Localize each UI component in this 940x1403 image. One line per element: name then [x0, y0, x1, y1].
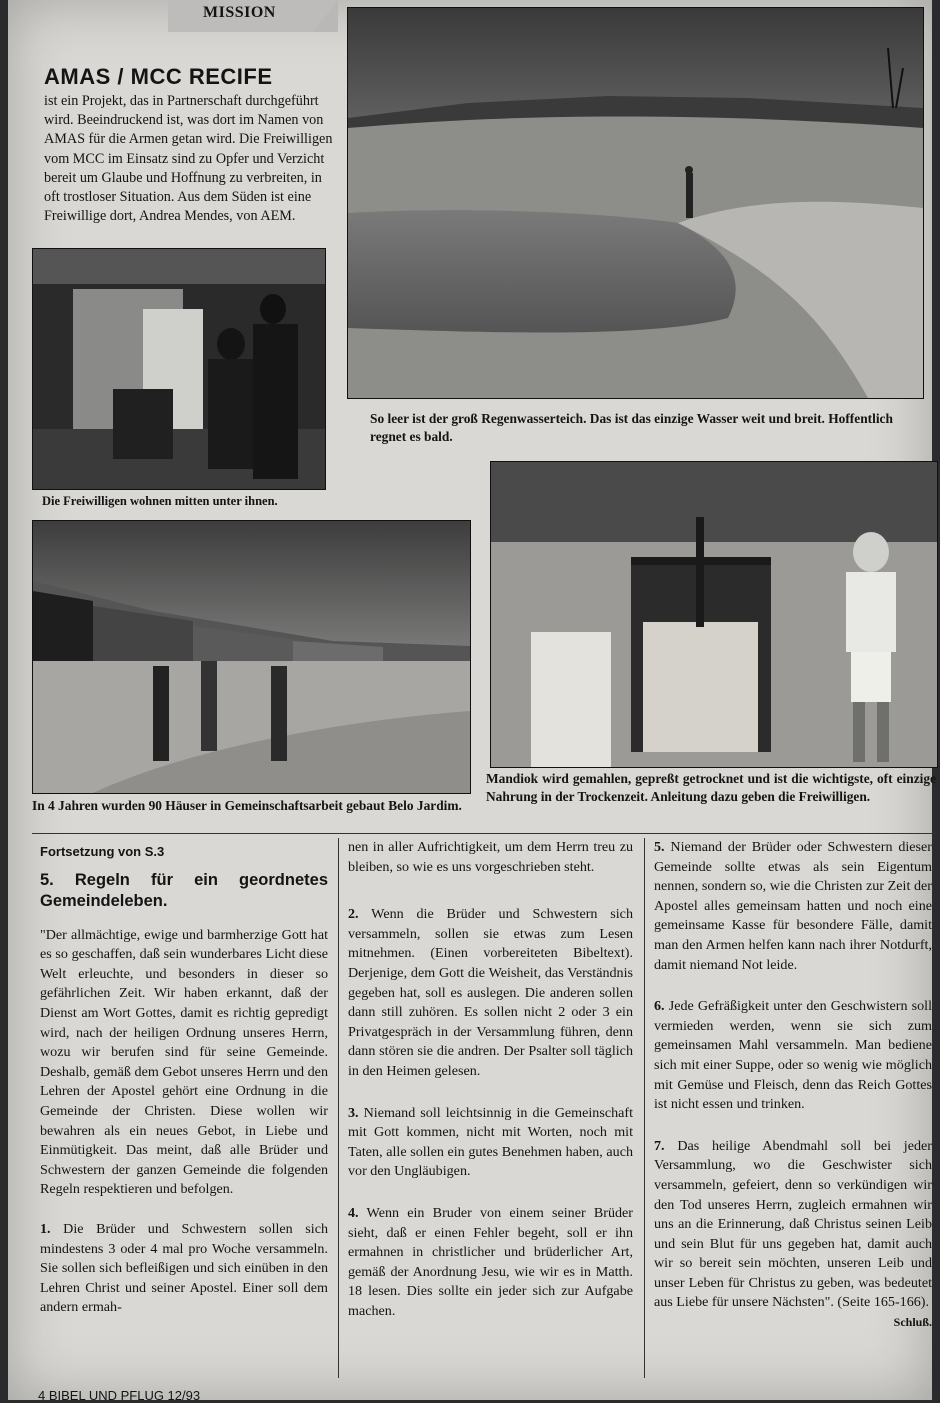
rule-text: Wenn ein Bruder von einem seiner Brüder sieht, daß er einen Fehler begeht, soll er ihn ermahnen in christlicher und brüderlicher Art, gemäß der Anordnung Jesu, wie wir es in Matth. 18 lesen. Dies sollte ein jeder sich zur Aufgabe machen.: [348, 1204, 633, 1319]
rule-text: Niemand soll leichtsinnig in die Gemeinschaft mit Gott kommen, nicht mit Worten, noch mit Taten, alle sollen ein gutes Benehmen haben, auch vor den Ungläubigen.: [348, 1104, 633, 1180]
pond-photo: [347, 7, 924, 399]
rule-number: 2.: [348, 906, 359, 923]
column-divider-2: [644, 838, 645, 1378]
room-photo: [32, 248, 326, 490]
article-title: AMAS / MCC RECIFE: [44, 64, 273, 89]
pond-photo-image: [348, 8, 923, 398]
text-column-2: [348, 838, 633, 1333]
rule-text: Das heilige Abendmahl soll bei jeder Versammlung, wo die Geschwister sich versammeln, gefeiert, denn so verkündigen wir den Tod unseres Herrn, zugleich ermahnen wir uns an die Erinnerung, daß Christus seinen Leib und sein Blut für uns gegeben hat, damit auch wir so bereit sein möchten, unseren Leib und unser Leben für Christus zu geben, was bedeutet aus Liebe für unsere Nächsten". (Seite 165-166).: [654, 1137, 932, 1311]
houses-caption: In 4 Jahren wurden 90 Häuser in Gemeinschaftsarbeit gebaut Belo Jardim.: [32, 798, 462, 813]
press-caption: Mandiok wird gemahlen, gepreßt getrocknet und ist die wichtigste, oft einzige Nahrung in der Trockenzeit. Anleitung dazu geben die Freiwilligen.: [486, 771, 936, 804]
rule-5: [654, 838, 932, 975]
room-caption: Die Freiwilligen wohnen mitten unter ihnen.: [42, 494, 278, 508]
rule-2: [348, 905, 633, 1081]
magazine-page: [8, 0, 936, 1403]
rule-number: 7.: [654, 1137, 665, 1154]
section-tab-label: MISSION: [203, 4, 276, 21]
press-photo: [490, 461, 938, 768]
article-intro: ist ein Projekt, das in Partnerschaft durchgeführt wird. Beeindruckend ist, was dort im Namen von AMAS für die Armen getan wird. Die Freiwilligen vom MCC im Einsatz sind zu Opfer und Verzicht bereit um Glaube und Hoffnung zu verbreiten, in oft trostloser Situation. Aus dem Süden ist eine Freiwillige dort, Andrea Mendes, von AEM.: [44, 93, 333, 225]
text-column-3: [654, 838, 932, 1333]
rule-number: 1.: [40, 1220, 51, 1237]
column-divider-1: [338, 838, 339, 1378]
rule-7: [654, 1137, 932, 1330]
rule-number: 4.: [348, 1204, 359, 1221]
rule-6: [654, 997, 932, 1115]
rule-number: 5.: [654, 839, 665, 855]
rule-4: [348, 1204, 633, 1322]
rule-1-partA: 1. Die Brüder und Schwestern sollen sich mindestens 3 oder 4 mal pro Woche versammeln. Sie sollen sich befleißigen und sich einüben in den Lehren Christ und seiner Apostel. Einer soll dem andern ermah-: [40, 1220, 328, 1316]
houses-photo-image: [33, 521, 470, 793]
rule-text: Wenn die Brüder und Schwestern sich versammeln, sollen sie etwas zum Lesen mitnehmen. (Einen vorbereiteten Bibeltext). Derjenige, dem Gott die Weisheit, das Verständnis gegeben hat, soll es auslegen. Die anderen sollen dann still zuhören. Es sollen nicht 2 oder 3 ein Privatgespräch in der Versammlung führen, denn dann stören sie die andren. Der Psalter soll täglich in den Heimen gelesen.: [348, 906, 633, 1079]
pond-caption: So leer ist der groß Regenwasserteich. Das ist das einzige Wasser weit und breit. Hoffentlich regnet es bald.: [370, 411, 893, 444]
rules-heading: 5. Regeln für ein geordnetes Gemeindeleben.: [40, 870, 328, 910]
rule-1-partB: nen in aller Aufrichtigkeit, um dem Herrn treu zu bleiben, so wie es uns vorgeschrieben steht.: [348, 839, 633, 875]
rule-3: [348, 1104, 633, 1182]
press-photo-image: [491, 462, 937, 767]
room-photo-image: [33, 249, 325, 489]
rule-number: 6.: [654, 998, 665, 1015]
rule-text: Jede Gefräßigkeit unter den Geschwistern soll vermieden werden, wenn sie sich zum gemeinsamen Mahl versammeln. Man bediene sich mit einer Suppe, oder so wenig wie möglich mit Gemüse und Fleisch, denn das Reich Gottes ist nicht essen und trinken.: [654, 998, 932, 1113]
end-mark: Schluß.: [893, 1315, 932, 1330]
rules-preamble: "Der allmächtige, ewige und barmherzige Gott hat es so geschaffen, daß sein wunderbares Licht diese Welt erleuchte, und besonders in dieser so gefährlichen Zeit. Wir haben erkannt, daß der Dienst am Wort Gottes, damit es richtig gepredigt wird, nach der heiligen Ordnung unseres Herrn, wozu wir berufen sind für seine Gemeinde. Deshalb, gemäß dem Gebot unseres Herrn und den Lehren der Apostel gehört eine Ordnung in die Gemeinde der Christen. Diese wollen wir bewahren als ein neues Gebot, in Liebe und Einmütigkeit. Das meint, daß alle Brüder und Schwestern der ganzen Gemeinde die folgenden Regeln respektieren und befolgen.: [40, 926, 328, 1198]
column-top-rule: [32, 833, 936, 834]
houses-photo: [32, 520, 471, 794]
continuation-note: Fortsetzung von S.3: [40, 844, 165, 859]
rule-number: 3.: [348, 1104, 359, 1121]
page-footer: 4 BIBEL UND PFLUG 12/93: [38, 1388, 201, 1403]
text-column-1: [40, 842, 328, 1330]
rule-text: Niemand der Brüder oder Schwestern dieser Gemeinde sollte etwas als sein Eigentum nennen, sondern so, wie die Christen zur Zeit der Apostel alles gemeinsam hatten und noch eine gemeinsame Kasse für besondere Fälle, damit man den Armen helfen kann nach ihrer Notdurft, damit niemand Not leide.: [654, 839, 932, 973]
